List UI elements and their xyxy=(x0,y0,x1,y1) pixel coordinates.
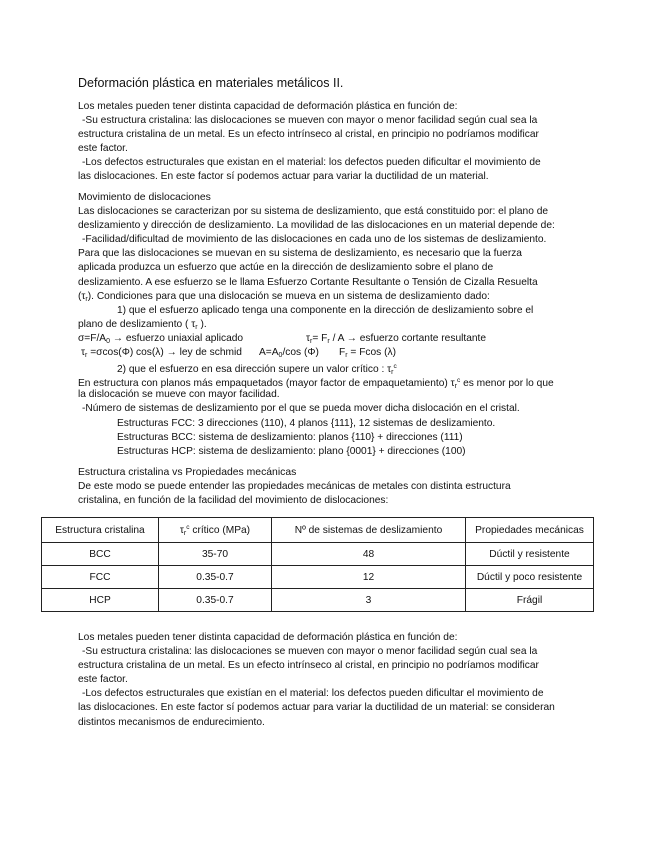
table-cell: Dúctil y resistente xyxy=(466,543,594,566)
body-line: -Facilidad/dificultad de movimiento de las dislocaciones en cada uno de los sistemas de deslizamiento. xyxy=(82,234,547,246)
outro-line: -Los defectos estructurales que existían en el material: los defectos pueden dificultar el movimiento de xyxy=(82,688,544,700)
formula-text: F xyxy=(339,347,346,359)
intro-section xyxy=(78,100,578,185)
intro-line: Los metales pueden tener distinta capacidad de deformación plástica en función de: xyxy=(78,101,458,112)
table-cell: Dúctil y poco resistente xyxy=(466,566,594,589)
formula-text: = Fcos (λ) xyxy=(347,347,396,359)
properties-table xyxy=(41,517,594,612)
superscript: c xyxy=(456,377,461,385)
header-cell: Propiedades mecánicas xyxy=(466,518,594,543)
formula-text: A=A xyxy=(259,347,279,359)
body-line: De este modo se puede entender las propiedades mecánicas de metales con distinta estructura xyxy=(78,481,511,493)
intro-line: estructura cristalina de un metal. Es un efecto intrínseco al cristal, en principio no podríamos modificar xyxy=(78,129,539,141)
intro-line: este factor. xyxy=(78,143,128,155)
subscript: r xyxy=(85,295,88,303)
body-line: aplicada produzca un esfuerzo que actúe en la dirección de deslizamiento sobre el plano de xyxy=(78,262,494,274)
header-cell: Estructura cristalina xyxy=(42,518,159,543)
condition-2-text: 2) que el esfuerzo en esa dirección supere un valor crítico : τ xyxy=(117,364,392,376)
table-cell: 48 xyxy=(272,543,466,566)
movimiento-section xyxy=(78,191,578,459)
formula-line-1 xyxy=(78,332,578,346)
condition-2 xyxy=(78,360,578,377)
body-line: cristalina, en función de la facilidad del movimiento de dislocaciones: xyxy=(78,495,389,507)
subscript: r xyxy=(183,529,187,537)
formula-text: τ xyxy=(81,347,86,359)
condition-1-cont xyxy=(78,318,578,332)
subscript: r xyxy=(85,352,88,360)
subscript: r xyxy=(454,383,457,391)
outro-line: las dislocaciones. En este factor sí podemos actuar para variar la ductilidad de un material: se consideran xyxy=(78,702,555,714)
packing-text: En estructura con planos más empaquetados (mayor factor de empaquetamiento) τ xyxy=(78,378,455,390)
outro-section xyxy=(78,631,578,730)
superscript: c xyxy=(186,523,190,531)
tau-conditions-text: ). Condiciones para que una dislocación se mueva en un sistema de deslizamiento dado: xyxy=(87,290,490,302)
formula-line-2 xyxy=(78,346,578,360)
formula-force xyxy=(339,346,396,363)
superscript: c xyxy=(393,363,397,371)
table-cell: 0.35-0.7 xyxy=(159,566,272,589)
body-line: Para que las dislocaciones se muevan en su sistema de deslizamiento, es necesario que la fuerza xyxy=(78,248,522,260)
section-heading: Movimiento de dislocaciones xyxy=(78,192,211,203)
table-cell: HCP xyxy=(42,589,159,612)
subscript: 0 xyxy=(278,352,283,360)
table-cell: 0.35-0.7 xyxy=(159,589,272,612)
estructura-item: Estructuras HCP: sistema de deslizamiento: plano {0001} + direcciones (100) xyxy=(117,445,466,457)
table-cell: FCC xyxy=(42,566,159,589)
formula-text: = F xyxy=(312,332,328,344)
table-cell: 35-70 xyxy=(159,543,272,566)
tau-conditions-line xyxy=(78,290,578,304)
section-heading: Estructura cristalina vs Propiedades mecánicas xyxy=(78,467,297,478)
header-text: crítico (MPa) xyxy=(189,524,251,536)
condition-1-text: plano de deslizamiento ( τ xyxy=(78,318,196,330)
subscript: r xyxy=(195,323,198,331)
subscript: r xyxy=(327,337,330,345)
formula-text: / A → esfuerzo cortante resultante xyxy=(329,332,487,344)
formula-text: σ=F/A xyxy=(78,332,107,344)
header-cell xyxy=(159,518,272,543)
intro-line: -Su estructura cristalina: las dislocaciones se mueven con mayor o menor facilidad según cual sea la xyxy=(82,115,538,127)
intro-line: las dislocaciones. En este factor sí podemos actuar para variar la ductilidad de un material. xyxy=(78,171,489,183)
formula-text: τ xyxy=(306,332,311,344)
table-header-row xyxy=(42,518,594,543)
outro-line: estructura cristalina de un metal. Es un efecto intrínseco al cristal, en principio no podríamos modificar xyxy=(78,660,539,672)
subscript: r xyxy=(345,352,348,360)
formula-area xyxy=(259,346,319,363)
outro-line: distintos mecanismos de endurecimiento. xyxy=(78,716,265,728)
table-cell: 3 xyxy=(272,589,466,612)
outro-line: -Su estructura cristalina: las dislocaciones se mueven con mayor o menor facilidad según cual sea la xyxy=(82,646,538,658)
subscript: r xyxy=(391,369,394,377)
body-line: deslizamiento. A ese esfuerzo se le llama Esfuerzo Cortante Resultante o Tensión de Cizalla Resuelta xyxy=(78,276,538,288)
table-cell: 12 xyxy=(272,566,466,589)
body-line: -Número de sistemas de deslizamiento por el que se pueda mover dicha dislocación en el cristal. xyxy=(82,403,520,415)
condition-1: 1) que el esfuerzo aplicado tenga una componente en la dirección de deslizamiento sobre el xyxy=(117,304,534,316)
table-cell: BCC xyxy=(42,543,159,566)
body-line: Las dislocaciones se caracterizan por su sistema de deslizamiento, que está constituido por: el plano de xyxy=(78,206,549,218)
subscript: 0 xyxy=(106,337,110,345)
table-cell: Frágil xyxy=(466,589,594,612)
page-title: Deformación plástica en materiales metálicos II. xyxy=(78,76,344,90)
subscript: r xyxy=(310,337,313,345)
body-line: deslizamiento y dirección de deslizamiento. La movilidad de las dislocaciones en un material depende de: xyxy=(78,220,555,232)
formula-text: → esfuerzo uniaxial aplicado xyxy=(110,332,244,344)
intro-line: -Los defectos estructurales que existan en el material: los defectos pueden dificultar el movimiento de xyxy=(82,157,541,169)
outro-line: este factor. xyxy=(78,674,128,686)
formula-text: =σcos(Φ) cos(λ) → ley de schmid xyxy=(87,347,242,359)
table-row xyxy=(42,589,594,612)
estructura-section xyxy=(78,466,578,508)
estructura-item: Estructuras BCC: sistema de deslizamiento: planos {110} + direcciones (111) xyxy=(117,431,463,443)
packing-line xyxy=(78,374,578,391)
packing-text: es menor por lo que xyxy=(460,378,554,390)
tau-symbol: (τ xyxy=(78,290,86,302)
header-cell: Nº de sistemas de deslizamiento xyxy=(272,518,466,543)
condition-1-end: ). xyxy=(197,318,207,330)
table-row xyxy=(42,543,594,566)
tau-symbol: τ xyxy=(179,524,184,536)
body-line: la dislocación se mueve con mayor facilidad. xyxy=(78,389,280,401)
table-row xyxy=(42,566,594,589)
estructura-item: Estructuras FCC: 3 direcciones (110), 4 planos {111}, 12 sistemas de deslizamiento. xyxy=(117,417,496,429)
outro-line: Los metales pueden tener distinta capacidad de deformación plástica en función de: xyxy=(78,632,458,643)
formula-text: /cos (Φ) xyxy=(282,347,319,359)
